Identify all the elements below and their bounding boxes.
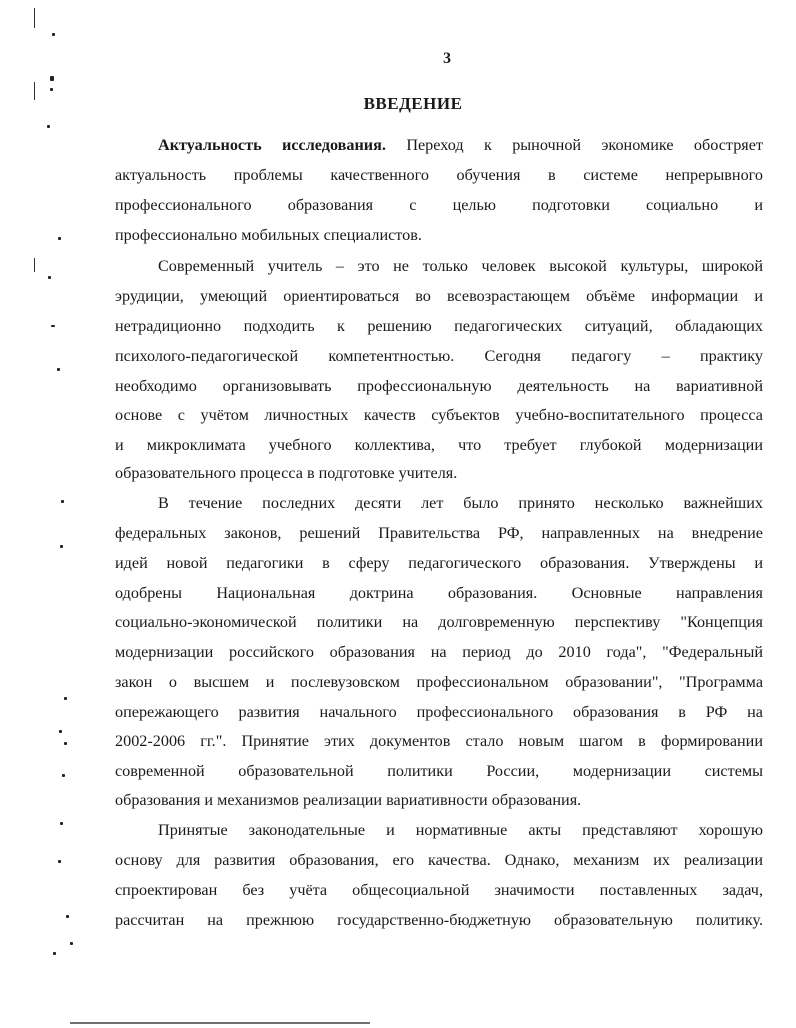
lead-phrase: Актуальность исследования.: [158, 136, 386, 154]
text-line: и микроклимата учебного коллектива, что требует глубокой модернизации: [115, 436, 763, 454]
scan-speck: [48, 276, 51, 279]
text-line: идей новой педагогики в сферу педагогического образования. Утверждены и: [115, 554, 763, 572]
text-line: Принятые законодательные и нормативные акты представляют хорошую: [158, 821, 763, 839]
scan-edge-mark: [34, 258, 35, 272]
scan-bottom-line: [70, 1022, 370, 1024]
text-line: необходимо организовывать профессиональную деятельность на вариативной: [115, 377, 763, 395]
text-line: рассчитан на прежнюю государственно-бюджетную образовательную политику.: [115, 911, 763, 929]
scan-speck: [60, 822, 63, 825]
text-line-rest: Переход к рыночной экономике обостряет: [385, 136, 763, 154]
text-line: социально-экономической политики на долговременную перспективу "Концепция: [115, 613, 763, 631]
text-line: модернизации российского образования на период до 2010 года", "Федеральный: [115, 643, 763, 661]
scan-speck: [50, 88, 53, 91]
scan-speck: [59, 730, 62, 733]
text-line: спроектирован без учёта общесоциальной значимости поставленных задач,: [115, 881, 763, 899]
scan-speck: [64, 742, 67, 745]
text-line: образовательного процесса в подготовке учителя.: [115, 464, 458, 482]
text-line: эрудиции, умеющий ориентироваться во всевозрастающем объёме информации и: [115, 287, 763, 305]
text-line: современной образовательной политики России, модернизации системы: [115, 762, 763, 780]
scan-speck: [47, 125, 50, 128]
text-line: основе с учётом личностных качеств субъектов учебно-воспитательного процесса: [115, 406, 763, 424]
scan-speck: [53, 952, 56, 955]
text-line: основу для развития образования, его качества. Однако, механизм их реализации: [115, 851, 763, 869]
text-line: профессионально мобильных специалистов.: [115, 226, 422, 244]
text-line: психолого-педагогической компетентностью. Сегодня педагогу – практику: [115, 347, 763, 365]
text-line: В течение последних десяти лет было принято несколько важнейших: [158, 494, 763, 512]
text-line: опережающего развития начального профессионального образования в РФ на: [115, 703, 763, 721]
text-line: актуальность проблемы качественного обучения в системе непрерывного: [115, 166, 763, 184]
text-line: образования и механизмов реализации вариативности образования.: [115, 791, 582, 809]
text-line: федеральных законов, решений Правительства РФ, направленных на внедрение: [115, 524, 763, 542]
text-line: 2002-2006 гг.". Принятие этих документов стало новым шагом в формировании: [115, 732, 763, 750]
scan-speck: [58, 860, 61, 863]
scan-speck: [60, 545, 63, 548]
scan-speck: [66, 915, 69, 918]
text-line: закон о высшем и послевузовском профессиональном образовании", "Программа: [115, 673, 763, 691]
scan-speck: [70, 942, 73, 945]
scan-speck: [51, 325, 55, 327]
scan-speck: [57, 368, 60, 371]
scan-speck: [61, 500, 64, 503]
scan-speck: [64, 697, 67, 700]
text-line: нетрадиционно подходить к решению педагогических ситуаций, обладающих: [115, 317, 763, 335]
page-title: ВВЕДЕНИЕ: [363, 94, 463, 113]
text-line: [158, 130, 763, 160]
text-line: одобрены Национальная доктрина образования. Основные направления: [115, 584, 763, 602]
scan-edge-mark: [34, 8, 35, 28]
text-line: профессионального образования с целью подготовки социально и: [115, 196, 763, 214]
scan-speck: [52, 33, 55, 36]
text-line: Современный учитель – это не только человек высокой культуры, широкой: [158, 257, 763, 275]
scan-speck: [50, 76, 54, 81]
scan-speck: [62, 774, 65, 777]
page-number: 3: [443, 50, 451, 67]
scan-speck: [58, 237, 61, 240]
